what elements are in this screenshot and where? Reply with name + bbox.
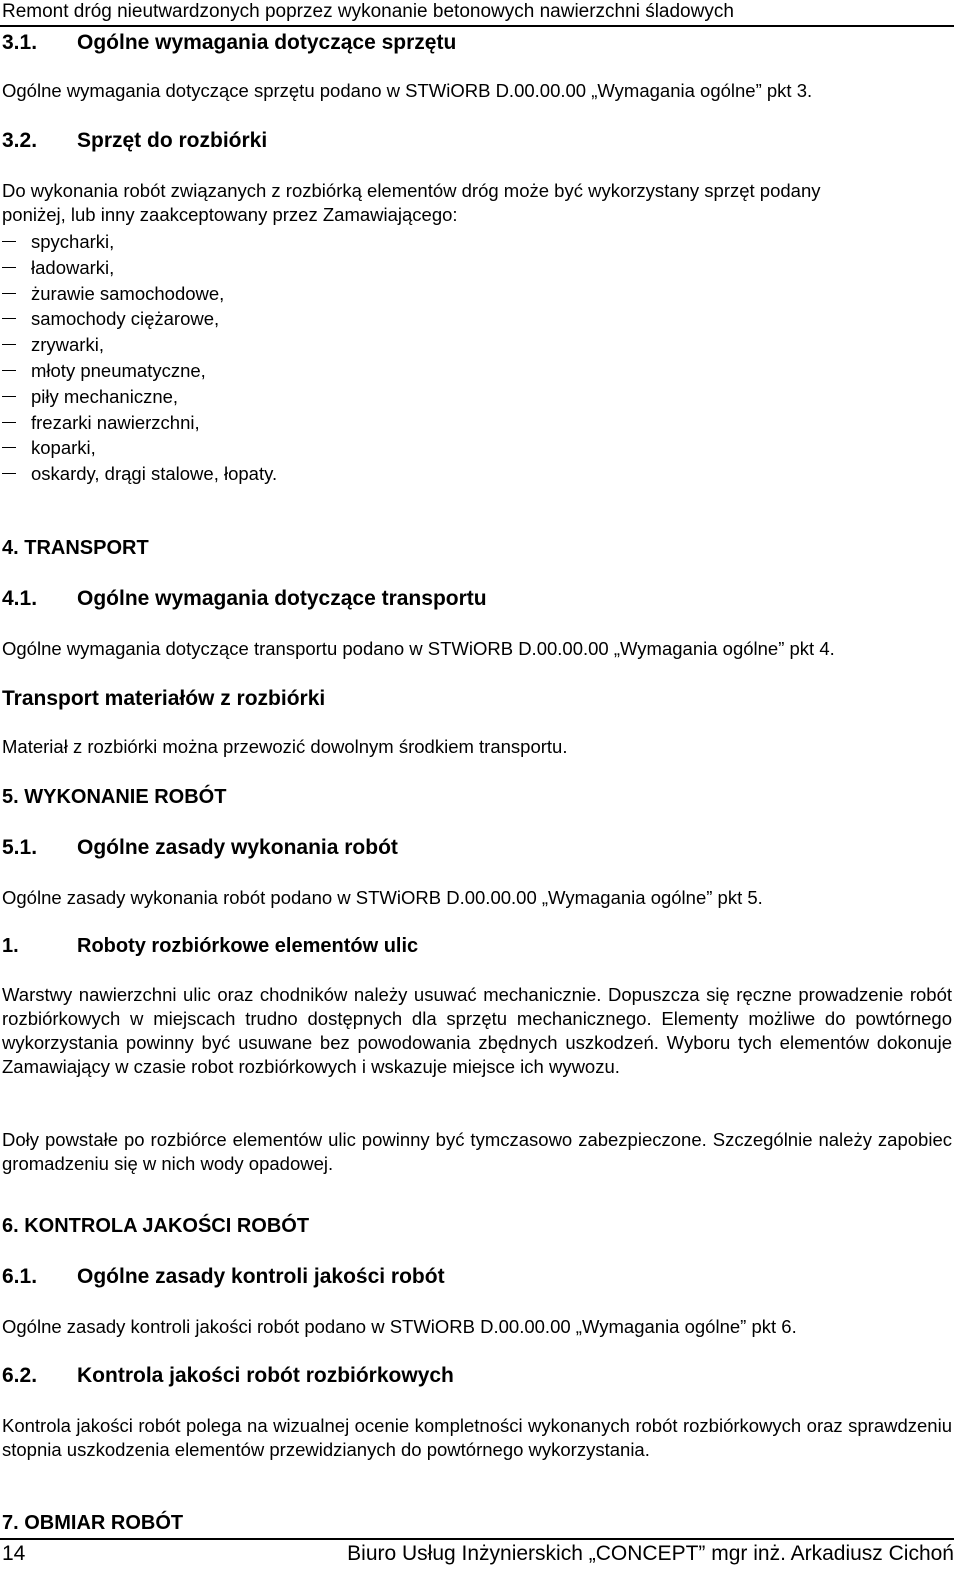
list-item: samochody ciężarowe,: [0, 306, 277, 332]
list-item: młoty pneumatyczne,: [0, 358, 277, 384]
list-item: zrywarki,: [0, 332, 277, 358]
dash-bullet-icon: [2, 344, 16, 345]
dash-bullet-icon: [2, 318, 16, 319]
dash-bullet-icon: [2, 422, 16, 423]
section-3-1-text: Ogólne wymagania dotyczące sprzętu podano w STWiORB D.00.00.00 „Wymagania ogólne” pkt 3.: [2, 80, 813, 101]
section-4-1-text: Ogólne wymagania dotyczące transportu podano w STWiORB D.00.00.00 „Wymagania ogólne” pkt 4.: [2, 638, 835, 659]
section-4-1-heading: [2, 586, 487, 612]
section-title: Ogólne wymagania dotyczące transportu: [77, 587, 487, 610]
dash-bullet-icon: [2, 447, 16, 448]
roboty-paragraph-2: Doły powstałe po rozbiórce elementów ulic powinny być tymczasowo zabezpieczone. Szczególnie należy zapobiec gromadzeniu się w nich wody opadowej.: [2, 1129, 952, 1174]
section-6-1-text: Ogólne zasady kontroli jakości robót podano w STWiORB D.00.00.00 „Wymagania ogólne” pkt 6.: [2, 1316, 797, 1337]
page-number: 14: [2, 1542, 26, 1565]
list-item: piły mechaniczne,: [0, 384, 277, 410]
section-title: Ogólne wymagania dotyczące sprzętu: [77, 31, 457, 54]
list-item: frezarki nawierzchni,: [0, 410, 277, 436]
transport-heading: Transport materiałów z rozbiórki: [2, 687, 326, 710]
section-title: Sprzęt do rozbiórki: [77, 129, 268, 152]
section-5-1-heading: [2, 835, 398, 861]
dash-bullet-icon: [2, 293, 16, 294]
list-item: koparki,: [0, 435, 277, 461]
chapter-6-heading: 6. KONTROLA JAKOŚCI ROBÓT: [2, 1215, 310, 1237]
list-item: ładowarki,: [0, 255, 277, 281]
dash-bullet-icon: [2, 370, 16, 371]
section-title: Ogólne zasady kontroli jakości robót: [77, 1265, 445, 1288]
section-title: Roboty rozbiórkowe elementów ulic: [77, 935, 419, 957]
section-title: Ogólne zasady wykonania robót: [77, 836, 398, 859]
section-number: 6.2.: [2, 1364, 38, 1387]
chapter-5-heading: 5. WYKONANIE ROBÓT: [2, 786, 227, 808]
dash-bullet-icon: [2, 396, 16, 397]
transport-text: Materiał z rozbiórki można przewozić dowolnym środkiem transportu.: [2, 736, 568, 757]
section-3-1-heading: [2, 30, 456, 56]
section-3-2-heading: [2, 128, 267, 154]
section-number: 3.1.: [2, 31, 38, 54]
section-number: 6.1.: [2, 1265, 38, 1288]
list-item: żurawie samochodowe,: [0, 281, 277, 307]
chapter-4-heading: 4. TRANSPORT: [2, 537, 149, 559]
dash-bullet-icon: [2, 241, 16, 242]
section-number: 5.1.: [2, 836, 38, 859]
section-6-2-heading: [2, 1363, 454, 1389]
header-rule: [0, 25, 954, 27]
roboty-heading: [2, 933, 418, 959]
section-number: 3.2.: [2, 129, 38, 152]
section-6-1-heading: [2, 1264, 445, 1290]
section-3-2-intro-line-1: Do wykonania robót związanych z rozbiórką elementów dróg może być wykorzystany sprzęt podany: [2, 180, 821, 201]
footer-author: Biuro Usług Inżynierskich „CONCEPT” mgr inż. Arkadiusz Cichoń: [347, 1542, 954, 1565]
roboty-paragraph-1: Warstwy nawierzchni ulic oraz chodników należy usuwać mechanicznie. Dopuszcza się ręczne prowadzenie robót rozbiórkowych w miejscach trudno dostępnych dla sprzętu mechanicznego. Elementy możliwe do powtórnego wykorzystania powinny być usuwane bez powodowania zbędnych uszkodzeń. Wyboru tych elementów dokonuje Zamawiający w czasie robot rozbiórkowych i wskazuje miejsce ich wywozu.: [2, 984, 952, 1077]
list-item: spycharki,: [0, 229, 277, 255]
chapter-7-heading: 7. OBMIAR ROBÓT: [2, 1512, 184, 1534]
document-header-title: Remont dróg nieutwardzonych poprzez wykonanie betonowych nawierzchni śladowych: [2, 1, 734, 22]
section-5-1-text: Ogólne zasady wykonania robót podano w STWiORB D.00.00.00 „Wymagania ogólne” pkt 5.: [2, 887, 763, 908]
footer-rule: [0, 1538, 954, 1540]
section-3-2-intro-line-2: poniżej, lub inny zaakceptowany przez Zamawiającego:: [2, 204, 458, 225]
section-title: Kontrola jakości robót rozbiórkowych: [77, 1364, 454, 1387]
list-item: oskardy, drągi stalowe, łopaty.: [0, 461, 277, 487]
section-number: 4.1.: [2, 587, 38, 610]
section-6-2-paragraph: Kontrola jakości robót polega na wizualnej ocenie kompletności wykonanych robót rozbiórkowych oraz sprawdzeniu stopnia uszkodzenia elementów przewidzianych do powtórnego wykorzystania.: [2, 1415, 952, 1460]
equipment-list: [0, 229, 277, 487]
section-number: 1.: [2, 935, 19, 957]
dash-bullet-icon: [2, 473, 16, 474]
dash-bullet-icon: [2, 267, 16, 268]
